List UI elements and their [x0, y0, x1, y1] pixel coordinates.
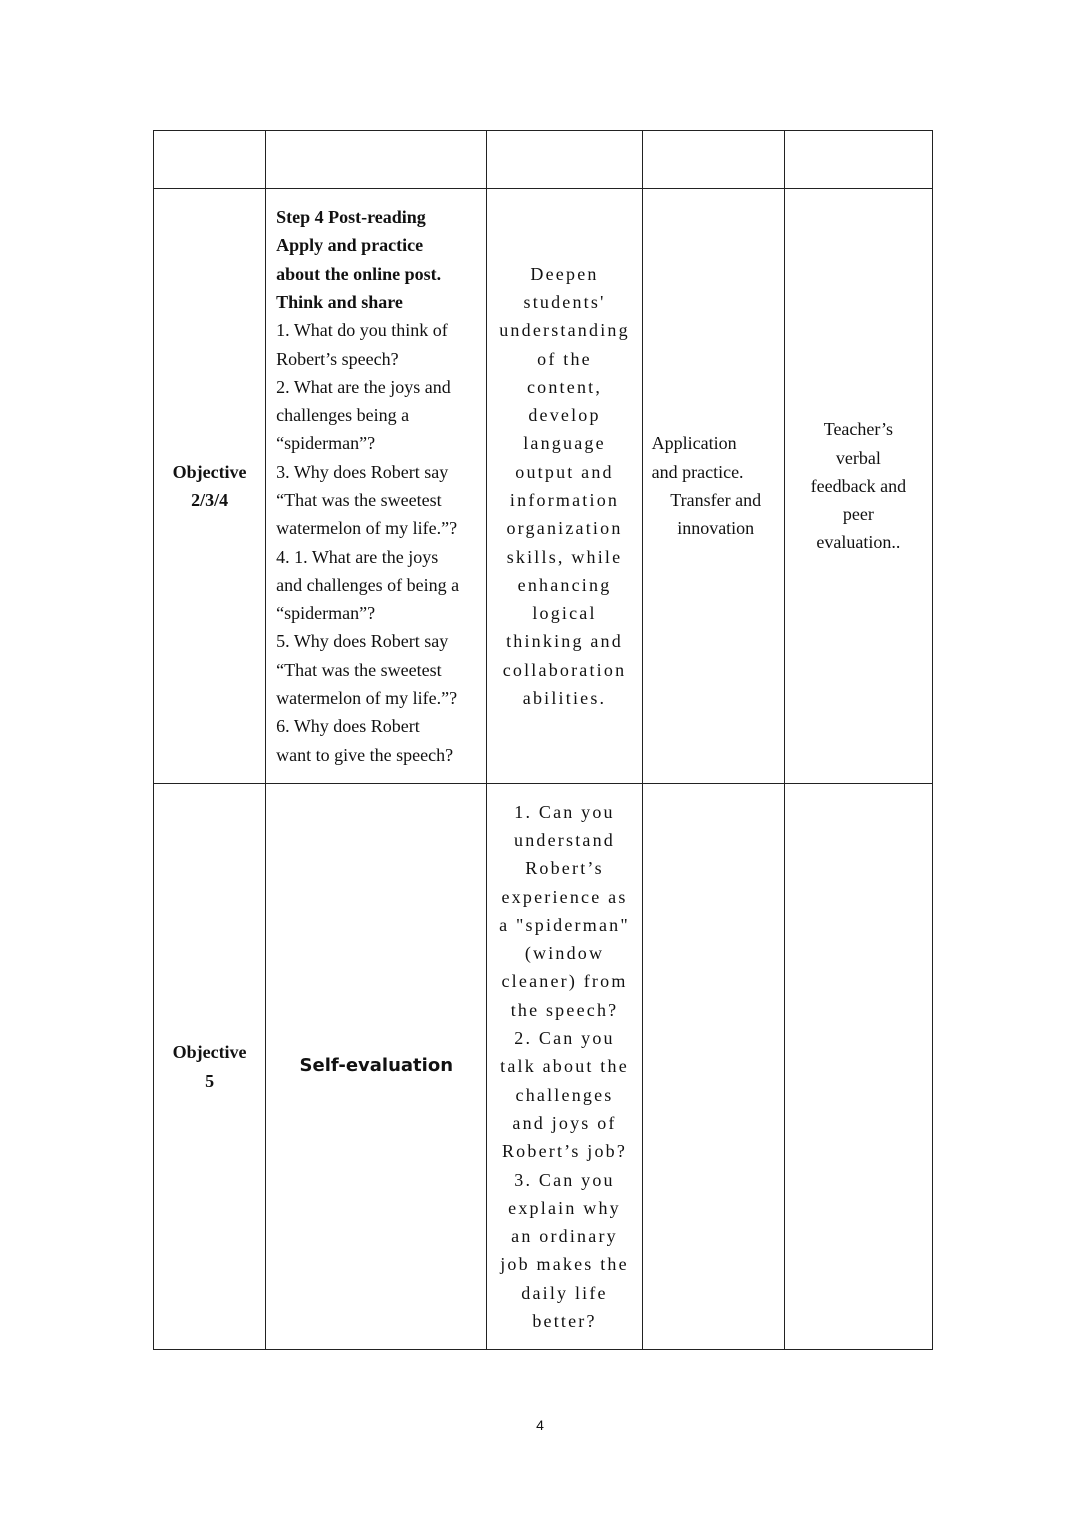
- skills-line: innovation: [677, 518, 755, 539]
- question-line: 2. What are the joys and: [276, 376, 451, 397]
- objective-number: 2/3/4: [191, 490, 229, 510]
- question-line: Robert’s speech?: [276, 348, 399, 369]
- aim-line: the speech?: [510, 999, 619, 1020]
- empty-cell: [642, 784, 784, 1350]
- empty-cell: [784, 784, 932, 1350]
- aim-line: students': [523, 291, 606, 312]
- aim-line: experience as: [501, 886, 628, 907]
- question-line: watermelon of my life.”?: [276, 688, 458, 709]
- aim-line: thinking and: [506, 631, 623, 652]
- aim-line: output and: [515, 461, 614, 482]
- aim-line: challenges: [515, 1084, 614, 1105]
- aim-line: of the: [537, 348, 592, 369]
- evaluation-line: feedback and: [810, 475, 907, 496]
- aim-line: logical: [532, 603, 597, 624]
- evaluation-cell: [784, 189, 932, 784]
- empty-cell: [266, 131, 487, 189]
- aim-line: enhancing: [517, 574, 612, 595]
- lesson-plan-table: [153, 130, 933, 1350]
- aim-line: collaboration: [502, 659, 627, 680]
- aim-line: Robert’s job?: [501, 1141, 628, 1162]
- aim-line: abilities.: [522, 688, 607, 709]
- aim-line: skills, while: [506, 546, 623, 567]
- page-number: 4: [536, 1417, 544, 1433]
- question-line: 5. Why does Robert say: [276, 631, 449, 652]
- aim-line: understanding: [499, 320, 630, 341]
- question-line: 6. Why does Robert: [276, 716, 420, 737]
- aim-line: explain why: [508, 1197, 621, 1218]
- question-line: watermelon of my life.”?: [276, 518, 458, 539]
- skills-line: Transfer and: [670, 490, 762, 510]
- aim-line: (window: [524, 943, 605, 964]
- objective-cell: [154, 784, 266, 1350]
- question-line: 4. 1. What are the joys: [276, 546, 439, 567]
- aim-cell: [487, 189, 642, 784]
- aim-line: job makes the: [500, 1254, 629, 1275]
- table-row-empty: [154, 131, 933, 189]
- question-line: “spiderman”?: [276, 603, 376, 624]
- aim-line: organization: [506, 518, 623, 539]
- skills-line: Application: [651, 433, 737, 454]
- aim-line: better?: [532, 1311, 597, 1332]
- skills-cell: [642, 189, 784, 784]
- aim-line: information: [509, 490, 620, 510]
- aim-line: 1. Can you: [514, 801, 615, 822]
- question-line: “That was the sweetest: [276, 490, 442, 510]
- empty-cell: [642, 131, 784, 189]
- aim-line: daily life: [521, 1282, 608, 1303]
- aim-line: Deepen: [530, 263, 599, 284]
- question-line: “spiderman”?: [276, 433, 376, 454]
- evaluation-line: peer: [842, 504, 874, 525]
- step-subtitle: about the online post.: [276, 263, 442, 284]
- aim-line: talk about the: [500, 1056, 629, 1077]
- evaluation-line: evaluation..: [816, 532, 901, 553]
- aim-line: a "spiderman": [499, 914, 630, 935]
- step-subtitle: Apply and practice: [276, 235, 424, 256]
- objective-number: 5: [205, 1070, 215, 1091]
- aim-line: and joys of: [512, 1112, 617, 1133]
- aim-line: develop: [528, 405, 601, 426]
- objective-label: Objective: [172, 461, 247, 482]
- question-line: want to give the speech?: [276, 744, 454, 765]
- table-row-step4: [154, 189, 933, 784]
- evaluation-line: Teacher’s: [823, 419, 894, 440]
- question-line: “That was the sweetest: [276, 659, 442, 680]
- question-line: challenges being a: [276, 405, 410, 426]
- self-evaluation-cell: Self-evaluation: [266, 784, 487, 1350]
- aim-line: language: [523, 433, 606, 454]
- aim-line: cleaner) from: [501, 971, 628, 992]
- aim-line: content,: [526, 376, 603, 397]
- question-line: 3. Why does Robert say: [276, 461, 449, 482]
- evaluation-line: verbal: [835, 447, 881, 468]
- aim-line: understand: [514, 829, 615, 850]
- activity-cell: [266, 189, 487, 784]
- objective-cell: [154, 189, 266, 784]
- empty-cell: [784, 131, 932, 189]
- question-line: and challenges of being a: [276, 574, 460, 595]
- objective-label: Objective: [172, 1042, 247, 1063]
- skills-line: and practice.: [651, 461, 744, 482]
- aim-cell: [487, 784, 642, 1350]
- question-line: 1. What do you think of: [276, 320, 448, 341]
- aim-line: Robert’s: [525, 858, 604, 879]
- aim-line: 2. Can you: [514, 1028, 615, 1049]
- empty-cell: [487, 131, 642, 189]
- aim-line: an ordinary: [511, 1226, 618, 1247]
- table-row-self-evaluation: [154, 784, 933, 1350]
- aim-line: 3. Can you: [514, 1169, 615, 1190]
- step-title: Step 4 Post-reading: [276, 207, 426, 228]
- step-subtitle: Think and share: [276, 291, 403, 312]
- empty-cell: [154, 131, 266, 189]
